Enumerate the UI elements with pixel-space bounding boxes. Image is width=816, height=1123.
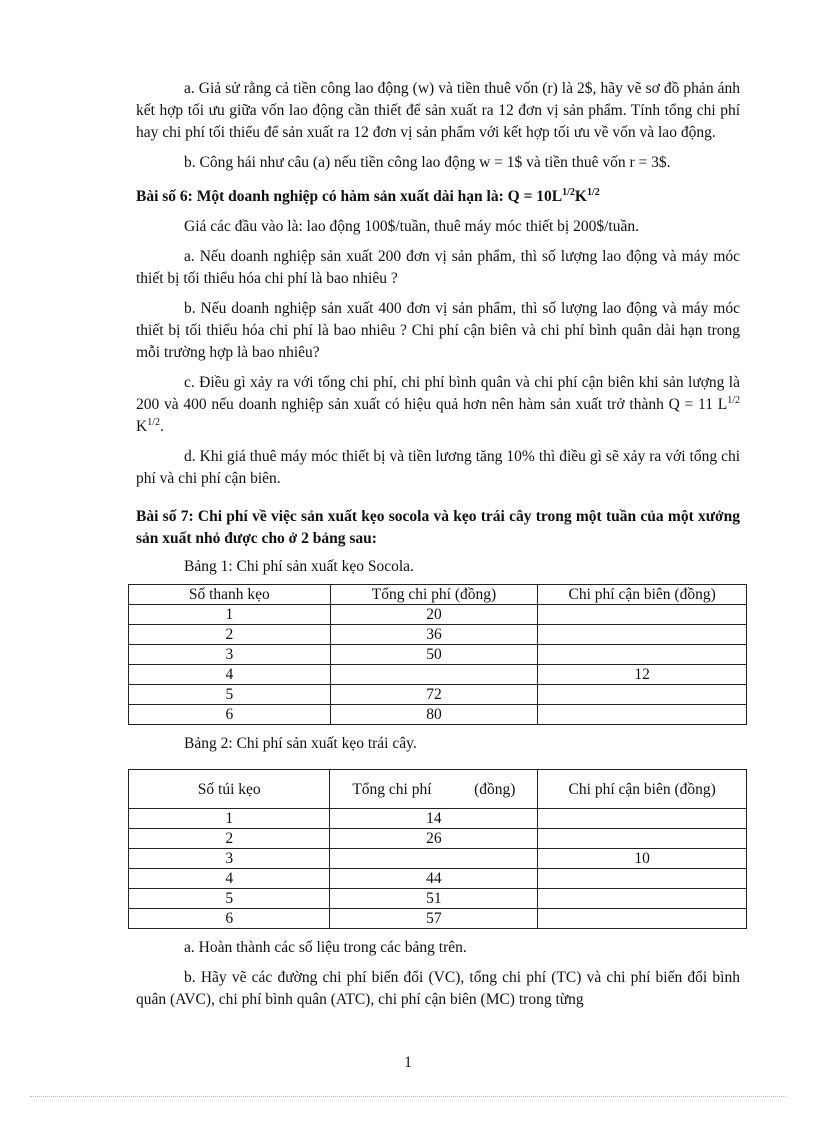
table-cell [538, 645, 747, 665]
exercise-6-part-b: b. Nếu doanh nghiệp sản xuất 400 đơn vị sản phẩm, thì số lượng lao động và máy móc thiết bị tối thiểu hóa chi phí là bao nhiêu ? Chi phí cận biên và chi phí bình quân dài hạn trong mỗi trường hợp là bao nhiêu? [136, 300, 740, 361]
table-row [129, 809, 747, 829]
exercise-7-part-a: a. Hoàn thành các số liệu trong các bảng trên. [184, 939, 467, 956]
table-row [129, 909, 747, 929]
table-header-row [129, 770, 747, 809]
table-cell: 2 [129, 829, 330, 849]
table-cell: 50 [330, 645, 538, 665]
table-row [129, 849, 747, 869]
table-cell: 14 [330, 809, 538, 829]
table-cell: 4 [129, 869, 330, 889]
table-cell: 57 [330, 909, 538, 929]
exercise-6-part-a: a. Nếu doanh nghiệp sản xuất 200 đơn vị sản phẩm, thì số lượng lao động và máy móc thiết bị tối thiểu hóa chi phí là bao nhiêu ? [136, 248, 740, 287]
table-cell: 20 [330, 605, 538, 625]
heading-variable: K [574, 188, 587, 205]
exponent: 1/2 [562, 186, 575, 198]
table-cell [330, 665, 538, 685]
table-cell: 5 [129, 685, 331, 705]
table-header-row [129, 585, 747, 605]
table-cell: 6 [129, 909, 330, 929]
exercise-7-part-b: b. Hãy vẽ các đường chi phí biến đổi (VC), tổng chi phí (TC) và chi phí biến đổi bình quân (AVC), chi phí bình quân (ATC), chi phí cận biên (MC) trong từng [136, 969, 740, 1008]
table-cell: 3 [129, 849, 330, 869]
column-header: Chi phí cận biên (đồng) [538, 770, 747, 809]
table-cell [538, 685, 747, 705]
footer-divider [30, 1096, 786, 1097]
table-cell: 5 [129, 889, 330, 909]
table-2-fruit-candy-costs [128, 769, 747, 929]
table-cell [538, 909, 747, 929]
table-cell: 6 [129, 705, 331, 725]
exercise-6-part-c [136, 372, 740, 438]
table-cell: 10 [538, 849, 747, 869]
table-row [129, 705, 747, 725]
part-c-end: . [159, 418, 164, 435]
table-row [129, 605, 747, 625]
exponent: 1/2 [727, 394, 740, 406]
part-c-text: c. Điều gì xảy ra với tổng chi phí, chi phí bình quân và chi phí cận biên khi sản lượng là 200 và 400 nếu doanh nghiệp sản xuất có hiệu quả hơn nên hàm sản xuất trở thành Q = 11 L [136, 374, 740, 413]
table-cell [330, 849, 538, 869]
column-header: Tổng chi phí (đồng) [330, 585, 538, 605]
table-cell: 2 [129, 625, 331, 645]
table-cell [538, 829, 747, 849]
table-row [129, 829, 747, 849]
table-cell: 26 [330, 829, 538, 849]
table-cell: 72 [330, 685, 538, 705]
table-cell [538, 625, 747, 645]
column-header: Số túi kẹo [129, 770, 330, 809]
table-cell: 36 [330, 625, 538, 645]
table-cell: 80 [330, 705, 538, 725]
table-cell: 1 [129, 809, 330, 829]
table-row [129, 665, 747, 685]
table-cell: 1 [129, 605, 331, 625]
table-1-chocolate-costs [128, 584, 747, 725]
exercise-6-heading-text: Bài số 6: Một doanh nghiệp có hàm sản xuất dài hạn là: Q = 10L [136, 188, 563, 205]
exercise-6-part-d: d. Khi giá thuê máy móc thiết bị và tiền lương tăng 10% thì điều gì sẽ xảy ra với tổng chi phí và chi phí cận biên. [136, 448, 740, 487]
table-row [129, 645, 747, 665]
exponent: 1/2 [586, 186, 600, 198]
table-row [129, 889, 747, 909]
column-header: Số thanh kẹo [129, 585, 331, 605]
table-row [129, 625, 747, 645]
table-cell: 44 [330, 869, 538, 889]
table-cell [538, 809, 747, 829]
part-c-variable: K [136, 418, 148, 435]
table-cell [538, 605, 747, 625]
table-cell [538, 705, 747, 725]
paragraph-a-intro: a. Giả sử rằng cả tiền công lao động (w) và tiền thuê vốn (r) là 2$, hãy vẽ sơ đồ phản ánh kết hợp tối ưu giữa vốn lao động cần thiết để sản xuất ra 12 đơn vị sản phẩm. Tính tổng chi phí hay chi phí tối thiểu để sản xuất ra 12 đơn vị sản phẩm với kết hợp tối ưu về vốn và lao động. [136, 80, 740, 141]
column-header: Tổng chi phí (đồng) [330, 770, 538, 809]
table-1-caption: Bảng 1: Chi phí sản xuất kẹo Socola. [184, 558, 414, 575]
document-page [136, 78, 740, 1011]
exercise-6-heading [136, 186, 740, 208]
table-cell [538, 869, 747, 889]
table-cell: 12 [538, 665, 747, 685]
page-number: 1 [404, 1054, 412, 1071]
table-2-body [129, 770, 747, 929]
column-header: Chi phí cận biên (đồng) [538, 585, 747, 605]
table-row [129, 869, 747, 889]
table-cell: 51 [330, 889, 538, 909]
table-cell: 3 [129, 645, 331, 665]
exercise-7-heading: Bài số 7: Chi phí về việc sản xuất kẹo socola và kẹo trái cây trong một tuần của một xưởng sản xuất nhỏ được cho ở 2 bảng sau: [136, 508, 740, 547]
paragraph-b-intro: b. Công hái như câu (a) nếu tiền công lao động w = 1$ và tiền thuê vốn r = 3$. [184, 154, 671, 171]
exercise-6-prices: Giá các đầu vào là: lao động 100$/tuần, thuê máy móc thiết bị 200$/tuần. [184, 218, 639, 235]
table-2-caption: Bảng 2: Chi phí sản xuất kẹo trái cây. [184, 735, 417, 752]
exponent: 1/2 [147, 416, 160, 428]
table-row [129, 685, 747, 705]
table-cell: 4 [129, 665, 331, 685]
table-cell [538, 889, 747, 909]
table-1-body [129, 585, 747, 725]
